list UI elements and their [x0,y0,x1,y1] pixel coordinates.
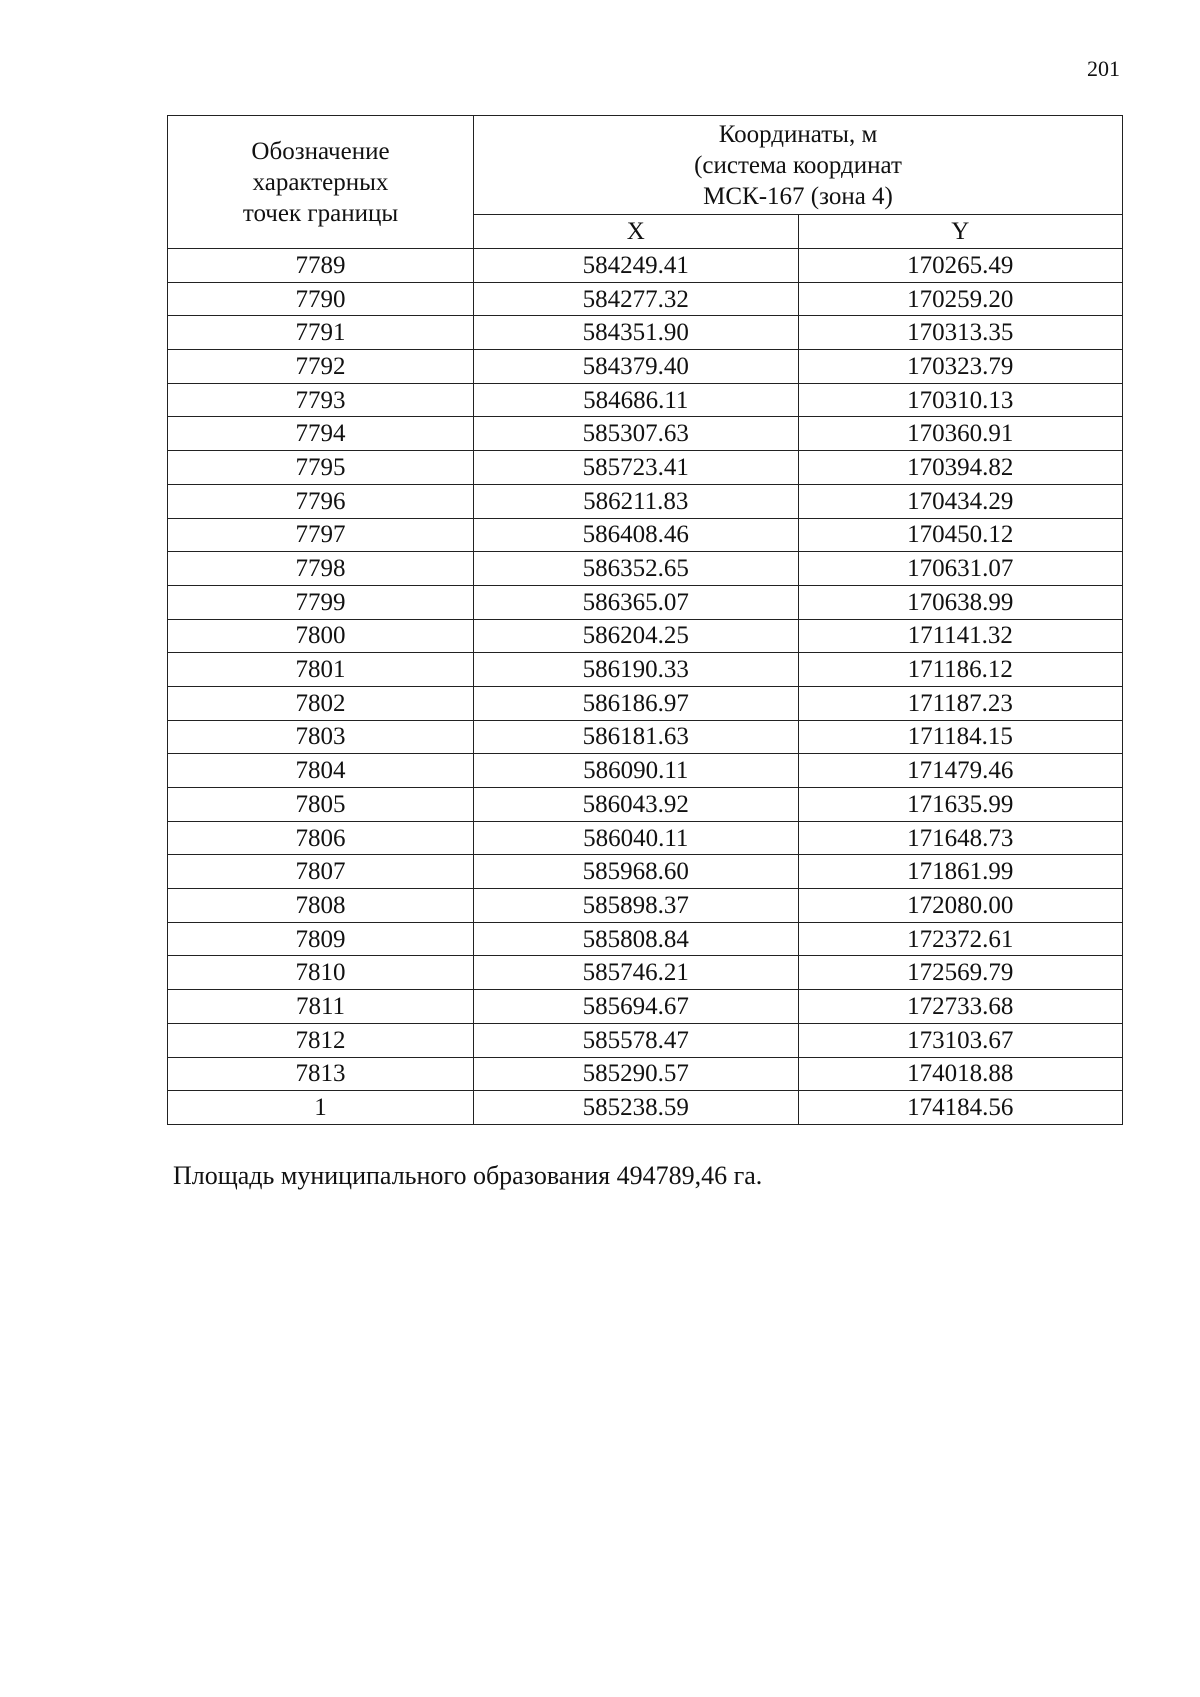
page-number: 201 [1087,56,1120,81]
cell-y: 172080.00 [798,889,1123,923]
table-row [168,484,1123,518]
header-point-line: характерных [252,168,389,196]
cell-x: 585898.37 [474,889,799,923]
cell-point: 7813 [168,1057,474,1091]
cell-x: 586040.11 [474,821,799,855]
cell-y: 170265.49 [798,249,1123,283]
cell-point: 7808 [168,889,474,923]
table-row [168,855,1123,889]
cell-point: 1 [168,1091,474,1125]
cell-x: 586204.25 [474,619,799,653]
cell-point: 7810 [168,956,474,990]
table-row [168,754,1123,788]
cell-y: 171141.32 [798,619,1123,653]
table-row [168,585,1123,619]
cell-x: 584379.40 [474,350,799,384]
cell-x: 586186.97 [474,686,799,720]
cell-y: 171187.23 [798,686,1123,720]
coordinates-table [167,115,1123,1125]
cell-point: 7801 [168,653,474,687]
cell-point: 7809 [168,922,474,956]
header-coordinates [474,116,1123,215]
table-row [168,350,1123,384]
cell-x: 584351.90 [474,316,799,350]
header-coords-line: Координаты, м [718,120,878,148]
cell-x: 586352.65 [474,552,799,586]
table-row [168,956,1123,990]
cell-y: 170450.12 [798,518,1123,552]
cell-x: 585808.84 [474,922,799,956]
header-coords-line: МСК-167 (зона 4) [703,182,893,210]
table-row [168,686,1123,720]
cell-y: 170259.20 [798,282,1123,316]
cell-point: 7804 [168,754,474,788]
cell-y: 173103.67 [798,1023,1123,1057]
cell-point: 7793 [168,383,474,417]
table-row [168,619,1123,653]
cell-x: 586408.46 [474,518,799,552]
cell-x: 586181.63 [474,720,799,754]
table-row [168,249,1123,283]
cell-point: 7792 [168,350,474,384]
table-row [168,1057,1123,1091]
cell-y: 174184.56 [798,1091,1123,1125]
cell-y: 171861.99 [798,855,1123,889]
cell-y: 170313.35 [798,316,1123,350]
cell-x: 585578.47 [474,1023,799,1057]
table-row [168,889,1123,923]
cell-x: 585968.60 [474,855,799,889]
cell-point: 7803 [168,720,474,754]
cell-x: 586043.92 [474,788,799,822]
cell-x: 584249.41 [474,249,799,283]
cell-x: 585238.59 [474,1091,799,1125]
table-row [168,451,1123,485]
cell-y: 171648.73 [798,821,1123,855]
cell-point: 7790 [168,282,474,316]
header-x: X [474,215,799,249]
cell-point: 7812 [168,1023,474,1057]
cell-y: 170638.99 [798,585,1123,619]
cell-x: 584277.32 [474,282,799,316]
header-point-designation [168,116,474,249]
cell-y: 170360.91 [798,417,1123,451]
cell-x: 585723.41 [474,451,799,485]
table-row [168,788,1123,822]
table-row [168,922,1123,956]
header-y: Y [798,215,1123,249]
cell-x: 586365.07 [474,585,799,619]
cell-y: 170631.07 [798,552,1123,586]
cell-point: 7789 [168,249,474,283]
cell-y: 170434.29 [798,484,1123,518]
header-point-line: точек границы [242,199,399,227]
cell-point: 7799 [168,585,474,619]
table-body [168,249,1123,1125]
cell-x: 584686.11 [474,383,799,417]
table-row [168,1091,1123,1125]
cell-y: 170394.82 [798,451,1123,485]
table-row [168,518,1123,552]
cell-x: 586190.33 [474,653,799,687]
cell-x: 585290.57 [474,1057,799,1091]
cell-point: 7797 [168,518,474,552]
cell-x: 585746.21 [474,956,799,990]
area-note: Площадь муниципального образования 494789,46 га. [173,1161,763,1190]
cell-point: 7795 [168,451,474,485]
table-row [168,552,1123,586]
header-coords-line: (система координат [694,151,902,179]
table-row [168,1023,1123,1057]
cell-point: 7794 [168,417,474,451]
header-point-line: Обозначение [251,137,390,165]
cell-point: 7805 [168,788,474,822]
cell-y: 171184.15 [798,720,1123,754]
cell-y: 171479.46 [798,754,1123,788]
cell-y: 170323.79 [798,350,1123,384]
cell-y: 172372.61 [798,922,1123,956]
cell-point: 7796 [168,484,474,518]
table-row [168,720,1123,754]
table-row [168,383,1123,417]
cell-y: 171186.12 [798,653,1123,687]
cell-y: 172733.68 [798,990,1123,1024]
cell-y: 171635.99 [798,788,1123,822]
cell-x: 586211.83 [474,484,799,518]
cell-point: 7802 [168,686,474,720]
table-row [168,821,1123,855]
table-row [168,282,1123,316]
cell-x: 586090.11 [474,754,799,788]
cell-point: 7806 [168,821,474,855]
table-row [168,417,1123,451]
cell-x: 585694.67 [474,990,799,1024]
table-row [168,316,1123,350]
cell-y: 172569.79 [798,956,1123,990]
cell-point: 7791 [168,316,474,350]
table-row [168,990,1123,1024]
cell-point: 7798 [168,552,474,586]
table-row [168,653,1123,687]
cell-point: 7800 [168,619,474,653]
cell-x: 585307.63 [474,417,799,451]
cell-y: 170310.13 [798,383,1123,417]
cell-point: 7807 [168,855,474,889]
cell-y: 174018.88 [798,1057,1123,1091]
cell-point: 7811 [168,990,474,1024]
